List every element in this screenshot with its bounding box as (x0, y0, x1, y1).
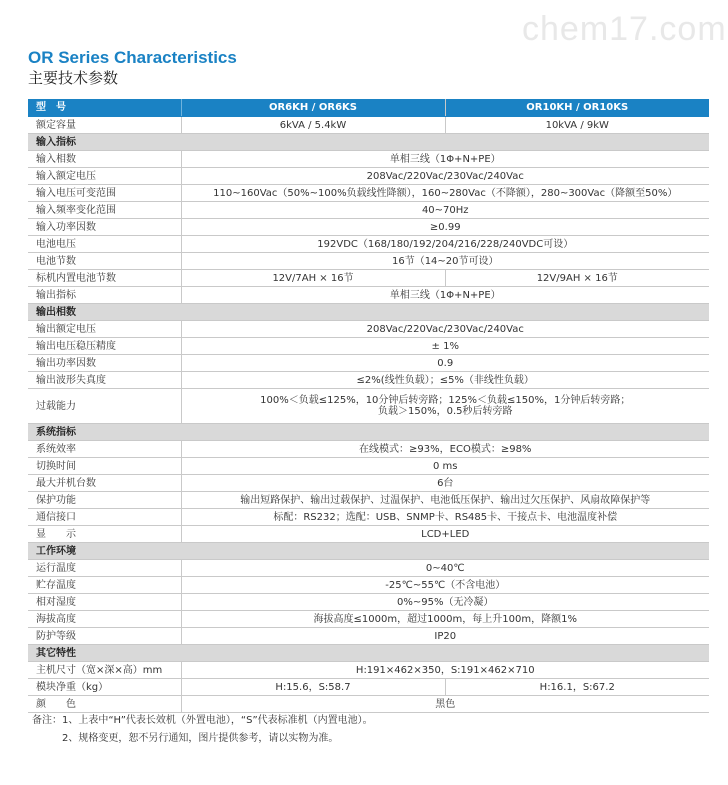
table-row (28, 151, 709, 168)
table-row (28, 338, 709, 355)
row-value: 192VDC（168/180/192/204/216/228/240VDC可设） (181, 236, 709, 253)
row-label: 输出额定电压 (28, 321, 181, 338)
row-label: 相对湿度 (28, 594, 181, 611)
table-row (28, 236, 709, 253)
section-row (28, 543, 709, 560)
row-value: 6台 (181, 475, 709, 492)
row-label: 输入相数 (28, 151, 181, 168)
table-row (28, 560, 709, 577)
page-title-en: OR Series Characteristics (28, 48, 237, 67)
row-label: 额定容量 (28, 117, 181, 134)
table-row (28, 679, 709, 696)
table-row (28, 492, 709, 509)
row-value-6k: 6kVA / 5.4kW (181, 117, 445, 134)
row-value: 单相三线（1Φ+N+PE） (181, 151, 709, 168)
table-row (28, 577, 709, 594)
row-label: 输入额定电压 (28, 168, 181, 185)
note-line-2: 2、规格变更，恕不另行通知，图片提供参考，请以实物为准。 (62, 733, 339, 744)
row-label: 输出波形失真度 (28, 372, 181, 389)
row-value-6k: H:15.6，S:58.7 (181, 679, 445, 696)
table-row (28, 253, 709, 270)
row-value-10k: H:16.1，S:67.2 (445, 679, 709, 696)
row-value: 0.9 (181, 355, 709, 372)
row-label: 贮存温度 (28, 577, 181, 594)
row-value: 标配：RS232；选配：USB、SNMP卡、RS485卡、干接点卡、电池温度补偿 (181, 509, 709, 526)
section-title-output: 输出相数 (28, 304, 709, 321)
table-row (28, 117, 709, 134)
overload-line-1: 100%＜负载≤125%，10分钟后转旁路；125%＜负载≤150%，1分钟后转旁路； (260, 395, 631, 406)
spec-table (28, 99, 709, 713)
row-value (181, 389, 709, 424)
table-row (28, 389, 709, 424)
section-row (28, 134, 709, 151)
row-label: 输入电压可变范围 (28, 185, 181, 202)
row-value: -25℃~55℃（不含电池） (181, 577, 709, 594)
table-row (28, 594, 709, 611)
row-label: 海拔高度 (28, 611, 181, 628)
table-row (28, 168, 709, 185)
row-label: 输出功率因数 (28, 355, 181, 372)
row-label: 系统效率 (28, 441, 181, 458)
row-value: LCD+LED (181, 526, 709, 543)
header-model-10k: OR10KH / OR10KS (445, 99, 709, 117)
page-title-cn: 主要技术参数 (28, 69, 119, 87)
table-row (28, 611, 709, 628)
section-title-system: 系统指标 (28, 424, 709, 441)
table-row (28, 475, 709, 492)
row-label: 最大并机台数 (28, 475, 181, 492)
table-row (28, 372, 709, 389)
table-row (28, 696, 709, 713)
row-value: 输出短路保护、输出过载保护、过温保护、电池低压保护、输出过欠压保护、风扇故障保护等 (181, 492, 709, 509)
row-value: 0 ms (181, 458, 709, 475)
row-label: 输入功率因数 (28, 219, 181, 236)
section-row (28, 645, 709, 662)
row-label: 输出电压稳压精度 (28, 338, 181, 355)
row-value-6k: 12V/7AH × 16节 (181, 270, 445, 287)
header-model-label: 型 号 (28, 99, 181, 117)
row-value: 0~40℃ (181, 560, 709, 577)
note-line-1: 备注：1、上表中“H”代表长效机（外置电池），“S”代表标准机（内置电池）。 (32, 715, 373, 726)
section-title-environment: 工作环境 (28, 543, 709, 560)
watermark: chem17.com (522, 10, 727, 48)
row-value: 海拔高度≤1000m，超过1000m，每上升100m，降额1% (181, 611, 709, 628)
row-label: 防护等级 (28, 628, 181, 645)
row-value-10k: 12V/9AH × 16节 (445, 270, 709, 287)
row-value: H:191×462×350，S:191×462×710 (181, 662, 709, 679)
table-row (28, 287, 709, 304)
row-label: 运行温度 (28, 560, 181, 577)
table-row (28, 662, 709, 679)
row-label: 标机内置电池节数 (28, 270, 181, 287)
row-value: ≥0.99 (181, 219, 709, 236)
row-value-10k: 10kVA / 9kW (445, 117, 709, 134)
row-value: 单相三线（1Φ+N+PE） (181, 287, 709, 304)
table-row (28, 526, 709, 543)
table-row (28, 509, 709, 526)
table-row (28, 441, 709, 458)
row-label: 颜 色 (28, 696, 181, 713)
table-row (28, 355, 709, 372)
section-title-input: 输入指标 (28, 134, 709, 151)
section-row (28, 304, 709, 321)
section-row (28, 424, 709, 441)
row-label: 电池节数 (28, 253, 181, 270)
row-value: ± 1% (181, 338, 709, 355)
row-value: 16节（14~20节可设） (181, 253, 709, 270)
row-label: 切换时间 (28, 458, 181, 475)
table-row (28, 321, 709, 338)
row-value: 0%~95%（无冷凝） (181, 594, 709, 611)
table-row (28, 270, 709, 287)
row-label: 通信接口 (28, 509, 181, 526)
row-label: 显 示 (28, 526, 181, 543)
table-row (28, 202, 709, 219)
table-row (28, 219, 709, 236)
row-label: 主机尺寸（宽×深×高）mm (28, 662, 181, 679)
table-header-row (28, 99, 709, 117)
row-label: 模块净重（kg） (28, 679, 181, 696)
row-value: 110~160Vac（50%~100%负载线性降额），160~280Vac（不降额），280~300Vac（降额至50%） (181, 185, 709, 202)
table-row (28, 185, 709, 202)
row-value: 208Vac/220Vac/230Vac/240Vac (181, 321, 709, 338)
row-value: 208Vac/220Vac/230Vac/240Vac (181, 168, 709, 185)
table-row (28, 628, 709, 645)
header-model-6k: OR6KH / OR6KS (181, 99, 445, 117)
row-value: ≤2%(线性负载）；≤5%（非线性负载） (181, 372, 709, 389)
row-label: 保护功能 (28, 492, 181, 509)
table-row (28, 458, 709, 475)
row-label: 过载能力 (28, 389, 181, 424)
row-value: 黑色 (181, 696, 709, 713)
row-label: 输入频率变化范围 (28, 202, 181, 219)
row-value: 在线模式：≥93%，ECO模式：≥98% (181, 441, 709, 458)
section-title-other: 其它特性 (28, 645, 709, 662)
row-label: 电池电压 (28, 236, 181, 253)
overload-line-2: 负载＞150%，0.5秒后转旁路 (378, 406, 513, 417)
row-label: 输出指标 (28, 287, 181, 304)
row-value: IP20 (181, 628, 709, 645)
row-value: 40~70Hz (181, 202, 709, 219)
